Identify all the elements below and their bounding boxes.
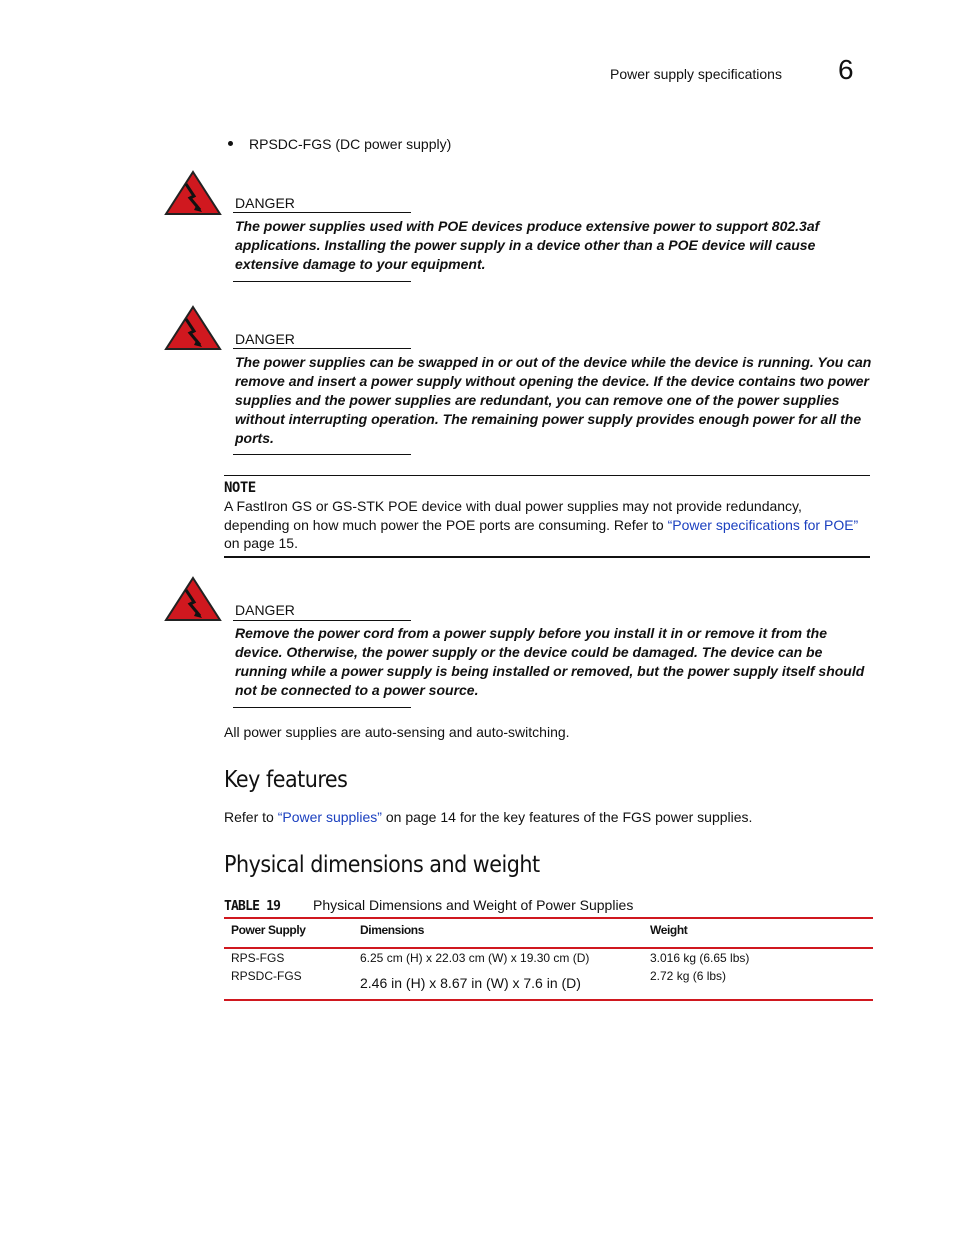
danger-divider <box>233 212 411 213</box>
danger-divider <box>233 620 411 621</box>
table-bottom-rule <box>224 999 873 1001</box>
note-top-rule <box>224 475 870 476</box>
chapter-number: 6 <box>838 54 854 85</box>
key-features-text-before: Refer to <box>224 809 278 825</box>
danger-divider <box>233 454 411 455</box>
physical-dimensions-heading: Physical dimensions and weight <box>224 852 540 878</box>
danger-label: DANGER <box>235 331 295 347</box>
table-top-rule <box>224 917 873 919</box>
running-header-title: Power supply specifications <box>610 66 782 82</box>
table-cell-weight: 2.72 kg (6 lbs) <box>650 969 727 983</box>
table-cell-dimensions-cm: 6.25 cm (H) x 22.03 cm (W) x 19.30 cm (D) <box>360 951 590 965</box>
note-text <box>224 497 864 553</box>
table-cell-supply: RPS-FGS <box>231 951 285 965</box>
key-features-text <box>224 808 864 827</box>
note-label: NOTE <box>224 480 256 496</box>
danger-warning-icon <box>164 305 222 351</box>
danger-warning-icon <box>164 576 222 622</box>
column-header-weight: Weight <box>650 923 688 937</box>
bullet-item <box>228 136 451 152</box>
key-features-heading: Key features <box>224 767 348 793</box>
danger-warning-icon <box>164 170 222 216</box>
note-text-after: on page 15. <box>224 535 298 551</box>
auto-sensing-text: All power supplies are auto-sensing and auto-switching. <box>224 724 570 740</box>
table-number: TABLE 19 <box>224 899 281 914</box>
note-text-before: A FastIron GS or GS-STK POE device with dual power supplies may not provide redundancy, depending on how much power the POE ports are consuming. Refer to <box>224 498 802 533</box>
danger-divider <box>233 281 411 282</box>
table-title: Physical Dimensions and Weight of Power Supplies <box>313 897 634 913</box>
danger-label: DANGER <box>235 602 295 618</box>
danger-text: Remove the power cord from a power supply before you install it in or remove it from the device. Otherwise, the power supply or the device could be damaged. The device can be running while a power supply is being installed or removed, but the power supply itself should not be connected to a power source. <box>235 625 865 698</box>
column-header-power-supply: Power Supply <box>231 923 306 937</box>
table-cell-weight: 3.016 kg (6.65 lbs) <box>650 951 750 965</box>
bullet-text: RPSDC-FGS (DC power supply) <box>249 136 452 152</box>
danger-label: DANGER <box>235 195 295 211</box>
column-header-dimensions: Dimensions <box>360 923 425 937</box>
note-bottom-rule <box>224 556 870 558</box>
danger-text: The power supplies used with POE devices produce extensive power to support 802.3af applications. Installing the power supply in a device other than a POE device will cause extensive damage to your equipment. <box>235 218 820 272</box>
danger-text: The power supplies can be swapped in or out of the device while the device is running. You can remove and insert a power supply without opening the device. If the device contains two power supplies and the power supplies are redundant, you can remove one of the power supplies without interrupting operation. The remaining power supply provides enough power for all the ports. <box>235 354 872 446</box>
danger-divider <box>233 707 411 708</box>
note-link[interactable]: “Power specifications for POE” <box>667 516 859 533</box>
table-cell-dimensions-in: 2.46 in (H) x 8.67 in (W) x 7.6 in (D) <box>360 975 581 991</box>
key-features-text-after: on page 14 for the key features of the FGS power supplies. <box>381 809 753 825</box>
table-caption <box>224 897 280 914</box>
bullet-dot-icon <box>228 141 233 146</box>
danger-divider <box>233 348 411 349</box>
table-cell-supply: RPSDC-FGS <box>231 969 302 983</box>
power-supplies-link[interactable]: “Power supplies” <box>277 809 382 825</box>
